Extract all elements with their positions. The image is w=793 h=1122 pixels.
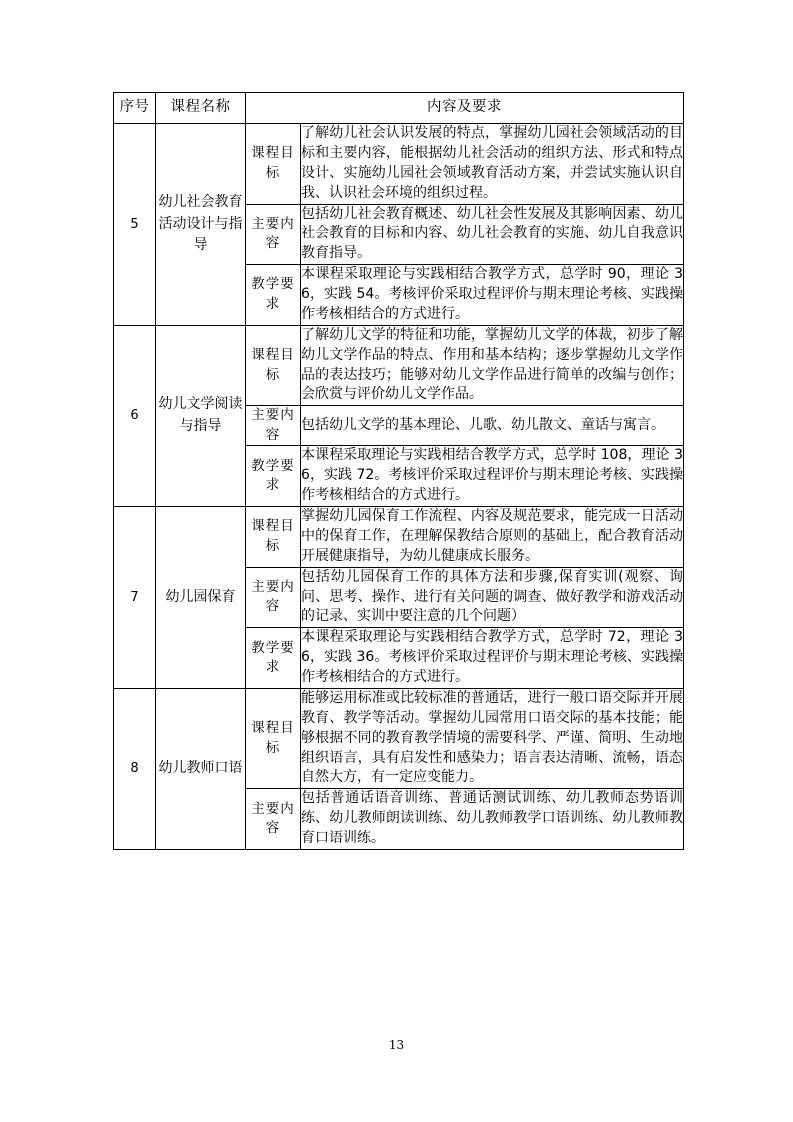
cell-label-main-content: 主要内容: [246, 406, 301, 446]
cell-label-objective: 课程目标: [246, 507, 301, 568]
table-row: [114, 124, 684, 205]
table-body: [114, 124, 684, 850]
cell-label-objective: 课程目标: [246, 688, 301, 788]
table-row: [114, 325, 684, 406]
cell-label-objective: 课程目标: [246, 124, 301, 205]
table-row: [114, 507, 684, 568]
cell-course-name: 幼儿社会教育活动设计与指导: [156, 124, 246, 326]
course-table-container: [113, 92, 683, 850]
table-header-row: [114, 93, 684, 124]
cell-objective-text: 了解幼儿文学的特征和功能，掌握幼儿文学的体裁，初步了解幼儿文学作品的特点、作用和基本结构；逐步掌握幼儿文学作品的表达技巧；能够对幼儿文学作品进行简单的改编与创作；会欣赏与评价幼儿文学作品。: [301, 325, 684, 406]
cell-course-name: 幼儿文学阅读与指导: [156, 325, 246, 506]
cell-main-content-text: 包括幼儿园保育工作的具体方法和步骤,保育实训(观察、询问、思考、操作、进行有关问题的调查、做好教学和游戏活动的记录、实训中要注意的几个问题）: [301, 567, 684, 628]
cell-teaching-requirement-text: 本课程采取理论与实践相结合教学方式，总学时 108，理论 36，实践 72。考核评价采取过程评价与期末理论考核、实践操作考核相结合的方式进行。: [301, 446, 684, 507]
cell-main-content-text: 包括幼儿文学的基本理论、儿歌、幼儿散文、童话与寓言。: [301, 406, 684, 446]
cell-objective-text: 掌握幼儿园保育工作流程、内容及规范要求，能完成一日活动中的保育工作，在理解保教结合原则的基础上，配合教育活动开展健康指导，为幼儿健康成长服务。: [301, 507, 684, 568]
cell-teaching-requirement-text: 本课程采取理论与实践相结合教学方式，总学时 72，理论 36，实践 36。考核评价采取过程评价与期末理论考核、实践操作考核相结合的方式进行。: [301, 628, 684, 689]
cell-course-name: 幼儿教师口语: [156, 688, 246, 849]
table-header: [114, 93, 684, 124]
cell-course-name: 幼儿园保育: [156, 507, 246, 689]
cell-label-main-content: 主要内容: [246, 789, 301, 850]
cell-label-teaching-requirement: 教学要求: [246, 446, 301, 507]
column-header-no: 序号: [114, 93, 156, 124]
cell-label-teaching-requirement: 教学要求: [246, 628, 301, 689]
cell-label-main-content: 主要内容: [246, 204, 301, 265]
cell-objective-text: 了解幼儿社会认识发展的特点，掌握幼儿园社会领域活动的目标和主要内容，能根据幼儿社会活动的组织方法、形式和特点设计、实施幼儿园社会领域教育活动方案，并尝试实施认识自我、认识社会环境的组织过程。: [301, 124, 684, 205]
column-header-content: 内容及要求: [246, 93, 684, 124]
cell-label-main-content: 主要内容: [246, 567, 301, 628]
cell-main-content-text: 包括普通话语音训练、普通话测试训练、幼儿教师态势语训练、幼儿教师朗读训练、幼儿教师教学口语训练、幼儿教师教育口语训练。: [301, 789, 684, 850]
cell-sequence-number: 8: [114, 688, 156, 849]
cell-label-objective: 课程目标: [246, 325, 301, 406]
cell-objective-text: 能够运用标准或比较标准的普通话，进行一般口语交际并开展教育、教学等活动。掌握幼儿园常用口语交际的基本技能；能够根据不同的教育教学情境的需要科学、严谨、简明、生动地组织语言，具有启发性和感染力；语言表达清晰、流畅，语态自然大方，有一定应变能力。: [301, 688, 684, 788]
table-row: [114, 688, 684, 788]
cell-sequence-number: 5: [114, 124, 156, 326]
page-number: 13: [388, 1038, 405, 1052]
cell-teaching-requirement-text: 本课程采取理论与实践相结合教学方式，总学时 90，理论 36，实践 54。考核评价采取过程评价与期末理论考核、实践操作考核相结合的方式进行。: [301, 265, 684, 326]
cell-sequence-number: 6: [114, 325, 156, 506]
cell-main-content-text: 包括幼儿社会教育概述、幼儿社会性发展及其影响因素、幼儿社会教育的目标和内容、幼儿社会教育的实施、幼儿自我意识教育指导。: [301, 204, 684, 265]
cell-label-teaching-requirement: 教学要求: [246, 265, 301, 326]
column-header-course-name: 课程名称: [156, 93, 246, 124]
course-table: [113, 92, 684, 850]
cell-sequence-number: 7: [114, 507, 156, 689]
